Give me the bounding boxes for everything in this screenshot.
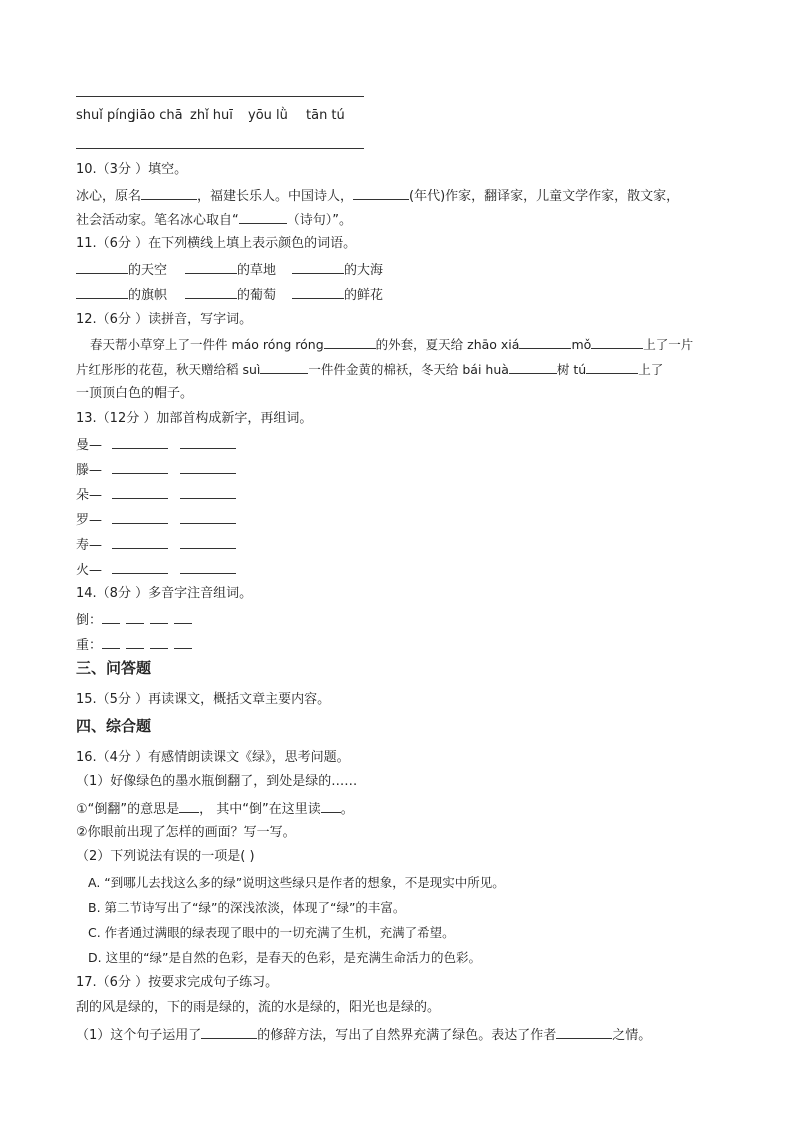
blank[interactable]: [509, 359, 557, 374]
blank[interactable]: [112, 459, 168, 474]
blank[interactable]: [180, 534, 236, 549]
blank[interactable]: [180, 559, 236, 574]
question-11-row2: 的旗帜 的葡萄 的鲜花: [76, 284, 383, 306]
question-17-sentence: 刮的风是绿的，下的雨是绿的，流的水是绿的，阳光也是绿的。: [76, 1000, 441, 1015]
question-16-c2: ②你眼前出现了怎样的画面？写一写。: [76, 825, 296, 840]
blank[interactable]: [324, 334, 376, 349]
question-16-head: 16.（4分 ）有感情朗读课文《绿》，思考问题。: [76, 750, 350, 765]
question-11-row1: 的天空 的草地 的大海: [76, 259, 383, 281]
pinyin-item: tān tú: [306, 108, 345, 123]
blank[interactable]: [180, 459, 236, 474]
blank[interactable]: [76, 284, 128, 299]
blank[interactable]: [112, 509, 168, 524]
blank[interactable]: [586, 359, 638, 374]
question-15: 15.（5分 ）再读课文，概括文章主要内容。: [76, 692, 331, 707]
blank[interactable]: [150, 634, 168, 649]
radical-row: 曼—: [76, 434, 236, 456]
option-b[interactable]: B. 第二节诗写出了“绿”的深浅浓淡，体现了“绿”的丰富。: [88, 900, 406, 915]
question-12-line3: 一顶顶白色的帽子。: [76, 386, 194, 401]
question-12-line2: 片红彤彤的花苞，秋天赠给稻 suì 一件件金黄的棉袄，冬天给 bái huà 树 tú 上了: [76, 359, 663, 380]
blank[interactable]: [180, 434, 236, 449]
blank[interactable]: [201, 1024, 257, 1039]
pinyin-item: jiāo chā: [132, 108, 183, 123]
radical-row: 寿—: [76, 534, 236, 556]
pinyin-item: yōu lǜ: [248, 108, 288, 123]
pinyin-item: shuǐ píng: [76, 108, 136, 123]
blank[interactable]: [239, 209, 287, 224]
blank[interactable]: [185, 284, 237, 299]
question-11-head: 11.（6分 ）在下列横线上填上表示颜色的词语。: [76, 236, 357, 251]
question-16-c1: ①“倒翻”的意思是 ， 其中“倒”在这里读 。: [76, 798, 354, 820]
pinyin-item: zhǐ huī: [190, 108, 233, 123]
blank[interactable]: [180, 484, 236, 499]
blank[interactable]: [180, 509, 236, 524]
option-a[interactable]: A. “到哪儿去找这么多的绿”说明这些绿只是作者的想象，不是现实中所见。: [88, 875, 505, 890]
blank[interactable]: [556, 1024, 612, 1039]
radical-row: 朵—: [76, 484, 236, 506]
question-16-part2: （2）下列说法有误的一项是( ): [76, 849, 255, 864]
radical-row: 火—: [76, 559, 236, 581]
section-heading-4: 四、综合题: [76, 717, 152, 735]
question-10-line2: 社会活动家。笔名冰心取自“ （诗句）”。: [76, 209, 352, 231]
question-16-part1: （1）好像绿色的墨水瓶倒翻了，到处是绿的……: [76, 774, 358, 789]
blank[interactable]: [112, 484, 168, 499]
blank[interactable]: [591, 334, 643, 349]
radical-row: 罗—: [76, 509, 236, 531]
polyphone-row: 倒：: [76, 609, 192, 631]
question-17-head: 17.（6分 ）按要求完成句子练习。: [76, 975, 279, 990]
polyphone-row: 重：: [76, 634, 192, 656]
answer-line-bottom: [76, 148, 364, 149]
section-heading-3: 三、问答题: [76, 659, 152, 677]
question-12-head: 12.（6分 ）读拼音，写字词。: [76, 312, 253, 327]
blank[interactable]: [150, 609, 168, 624]
blank[interactable]: [102, 634, 120, 649]
blank[interactable]: [76, 259, 128, 274]
blank[interactable]: [353, 185, 409, 200]
option-c[interactable]: C. 作者通过满眼的绿表现了眼中的一切充满了生机，充满了希望。: [88, 925, 455, 940]
question-17-part1: （1）这个句子运用了 的修辞方法，写出了自然界充满了绿色。表达了作者 之情。: [76, 1024, 651, 1046]
blank[interactable]: [260, 359, 308, 374]
pinyin-row: [76, 106, 345, 126]
blank[interactable]: [174, 634, 192, 649]
question-10-line1: 冰心，原名 ，福建长乐人。中国诗人， (年代)作家，翻译家，儿童文学作家，散文家，: [76, 185, 679, 207]
blank[interactable]: [185, 259, 237, 274]
question-10-head: 10.（3分 ）填空。: [76, 162, 188, 177]
blank[interactable]: [126, 609, 144, 624]
blank[interactable]: [102, 609, 120, 624]
question-14-head: 14.（8分 ）多音字注音组词。: [76, 586, 253, 601]
blank[interactable]: [112, 534, 168, 549]
blank[interactable]: [321, 798, 341, 813]
blank[interactable]: [112, 434, 168, 449]
blank[interactable]: [292, 284, 344, 299]
blank[interactable]: [112, 559, 168, 574]
option-d[interactable]: D. 这里的“绿”是自然的色彩，是春天的色彩，是充满生命活力的色彩。: [88, 950, 482, 965]
blank[interactable]: [126, 634, 144, 649]
question-12-line1: 春天帮小草穿上了一件件 máo róng róng 的外套，夏天给 zhāo xiá mǒ 上了一片: [90, 334, 693, 355]
radical-row: 滕—: [76, 459, 236, 481]
question-13-head: 13.（12分 ）加部首构成新字，再组词。: [76, 411, 313, 426]
answer-line-top: [76, 96, 364, 97]
blank[interactable]: [174, 609, 192, 624]
blank[interactable]: [292, 259, 344, 274]
blank[interactable]: [141, 185, 197, 200]
blank[interactable]: [519, 334, 571, 349]
blank[interactable]: [179, 798, 199, 813]
